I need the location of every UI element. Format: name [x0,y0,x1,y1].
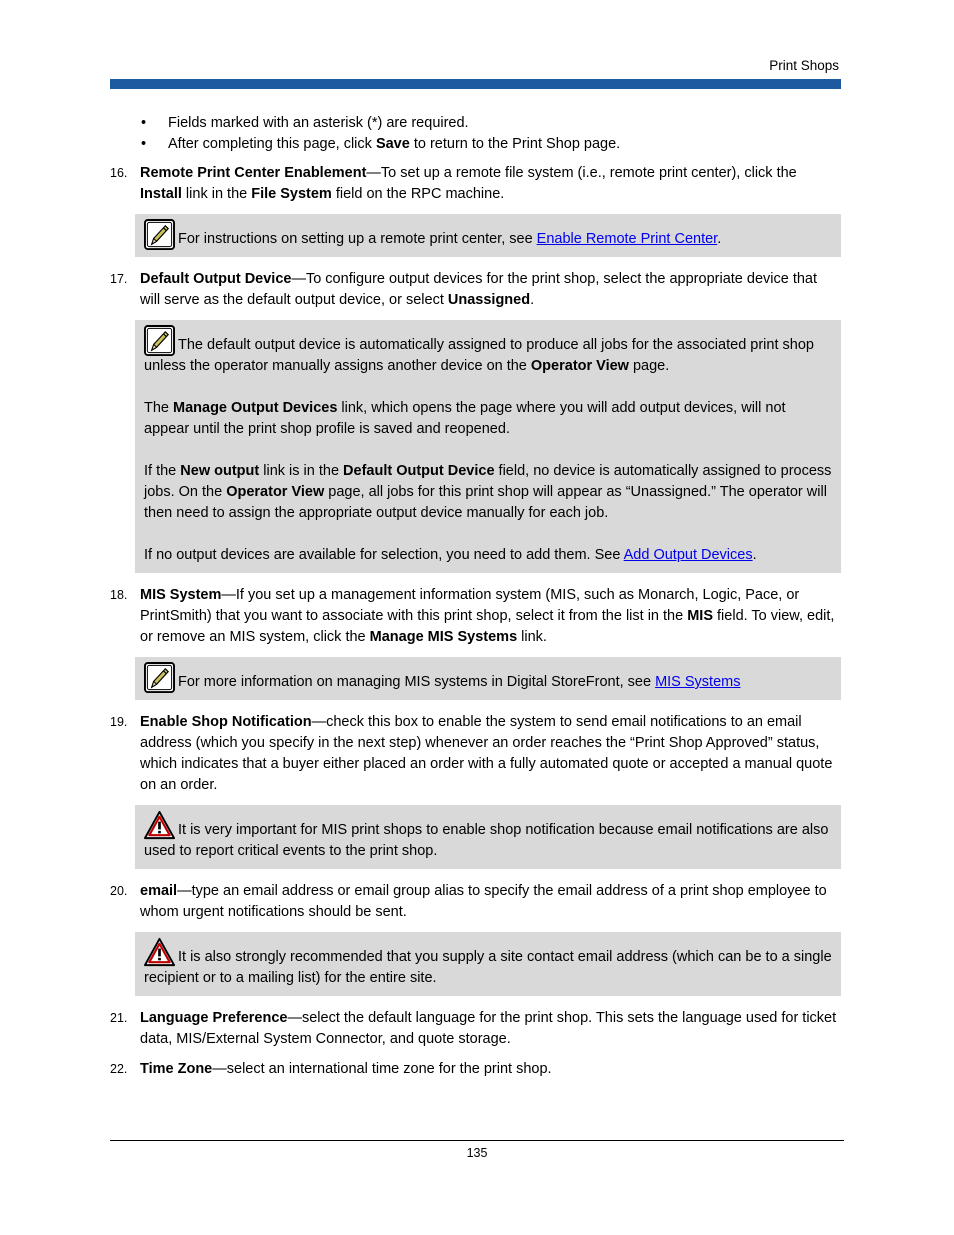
page-content [110,113,841,1089]
note-box: For more information on managing MIS systems in Digital StoreFront, see MIS Systems [135,657,841,700]
step-19: 19. Enable Shop Notification—check this box to enable the system to send email notifications to an email address (which you specify in the next step) whenever an order reaches the “Print Shop Approved” status, which indicates that a buyer either placed an order with a fully automated quote or accepted a manual quote on an order. [110,714,833,793]
step-number: 19. [110,715,128,729]
bullet-list [110,113,841,155]
header-section-title: Print Shops [769,58,839,73]
pencil-note-icon [144,662,175,693]
step-18: 18. MIS System—If you set up a management information system (MIS, such as Monarch, Logic, Pace, or PrintSmith) that you want to associate with this print shop, select it from the list in the MIS field. To view, edit, or remove an MIS system, click the Manage MIS Systems link. [110,587,835,645]
step-number: 17. [110,272,128,286]
warning-box: It is also strongly recommended that you supply a site contact email address (which can be to a single recipient or to a mailing list) for the entire site. [135,932,841,996]
header-bar [110,79,841,89]
list-item: • Fields marked with an asterisk (*) are required. [110,113,841,134]
warning-triangle-icon [144,810,175,841]
pencil-note-icon [144,325,175,356]
link-add-output-devices[interactable]: Add Output Devices [623,547,753,563]
warning-box: It is very important for MIS print shops to enable shop notification because email notifications are also used to report critical events to the print shop. [135,805,841,869]
step-16: 16. Remote Print Center Enablement—To set up a remote file system (i.e., remote print center), click the Install link in the File System field on the RPC machine. [110,165,797,202]
step-number: 20. [110,884,128,898]
footer-divider [110,1140,844,1141]
step-22: 22. Time Zone—select an international time zone for the print shop. [110,1059,841,1080]
page-number: 135 [466,1146,488,1160]
step-number: 16. [110,166,128,180]
step-20: 20. email—type an email address or email group alias to specify the email address of a print shop employee to whom urgent notifications should be sent. [110,883,827,920]
step-number: 22. [110,1062,128,1076]
link-mis-systems[interactable]: MIS Systems [655,674,741,690]
note-box: The default output device is automatically assigned to produce all jobs for the associated print shop unless the operator manually assigns another device on the Operator View page. The Manage Output Devices link, which opens the page where you will add output devices, will not appear until the print shop profile is saved and reopened. If the New output link is in the Default Output Device field, no device is automatically assigned to process jobs. On the Operator View page, all jobs for this print shop will appear as “Unassigned.” The operator will then need to assign the appropriate output device manually for each job. If no output devices are available for selection, you need to add them. See Add Output Devices. [135,320,841,573]
list-item: • After completing this page, click Save to return to the Print Shop page. [110,134,841,155]
note-box: For instructions on setting up a remote print center, see Enable Remote Print Center. [135,214,841,257]
link-enable-remote-print-center[interactable]: Enable Remote Print Center [536,231,718,247]
step-17: 17. Default Output Device—To configure output devices for the print shop, select the appropriate device that will serve as the default output device, or select Unassigned. [110,271,818,308]
warning-triangle-icon [144,937,175,968]
step-number: 18. [110,588,128,602]
step-21: 21. Language Preference—select the default language for the print shop. This sets the language used for ticket data, MIS/External System Connector, and quote storage. [110,1010,837,1047]
step-number: 21. [110,1011,128,1025]
pencil-note-icon [144,219,175,250]
